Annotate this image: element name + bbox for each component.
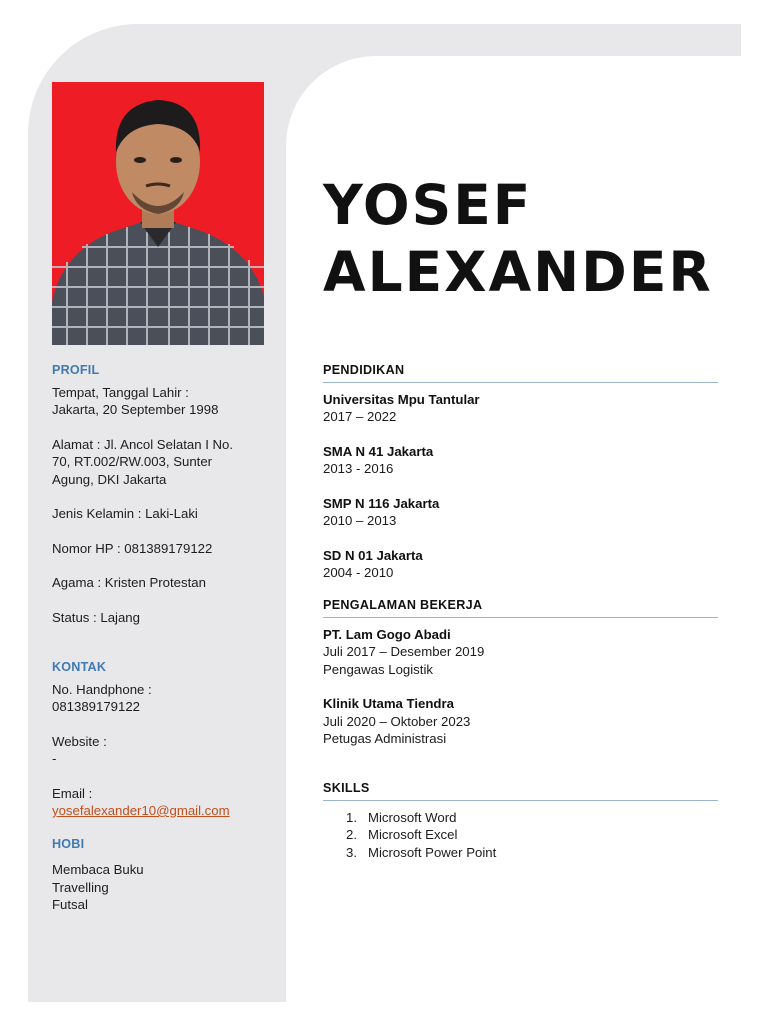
- hobi-item: Futsal: [52, 897, 88, 912]
- education-entry: [323, 495, 718, 530]
- school-name: SMA N 41 Jakarta: [323, 443, 434, 459]
- job-role: Petugas Administrasi: [323, 731, 447, 746]
- job-role: Pengawas Logistik: [323, 661, 433, 677]
- company-name: PT. Lam Gogo Abadi: [323, 626, 451, 642]
- skill-number: 2.: [346, 827, 357, 842]
- pengalaman-section: [323, 597, 718, 748]
- profil-heading: PROFIL: [52, 363, 100, 377]
- school-name: SD N 01 Jakarta: [323, 547, 423, 563]
- agama: Agama : Kristen Protestan: [52, 575, 206, 590]
- skills-section: [323, 780, 718, 861]
- alamat-line1: Alamat : Jl. Ancol Selatan I No.: [52, 436, 234, 452]
- skill-label: Microsoft Word: [368, 809, 457, 825]
- school-years: 2010 – 2013: [323, 513, 397, 528]
- nomor-hp: Nomor HP : 081389179122: [52, 540, 213, 556]
- status: Status : Lajang: [52, 609, 140, 625]
- pendidikan-heading: PENDIDIKAN: [323, 362, 718, 383]
- kontak-heading: KONTAK: [52, 660, 107, 674]
- pendidikan-section: [323, 362, 718, 582]
- email-link[interactable]: yosefalexander10@gmail.com: [52, 803, 230, 818]
- sidebar: [52, 362, 274, 914]
- candidate-name: [323, 172, 713, 306]
- first-name: YOSEF: [323, 173, 533, 237]
- last-name: ALEXANDER: [323, 240, 713, 304]
- alamat-line2: 70, RT.002/RW.003, Sunter: [52, 454, 213, 469]
- skill-number: 1.: [346, 809, 357, 825]
- hobi-item: Travelling: [52, 879, 109, 895]
- school-years: 2004 - 2010: [323, 565, 394, 580]
- ttl-label: Tempat, Tanggal Lahir :: [52, 384, 189, 400]
- skill-number: 3.: [346, 844, 357, 860]
- experience-entry: [323, 695, 718, 748]
- school-name: SMP N 116 Jakarta: [323, 495, 440, 511]
- website-label: Website :: [52, 733, 107, 749]
- alamat-line3: Agung, DKI Jakarta: [52, 471, 167, 487]
- email-label: Email :: [52, 785, 93, 801]
- pengalaman-heading: PENGALAMAN BEKERJA: [323, 597, 718, 618]
- website-value: -: [52, 751, 57, 766]
- education-entry: [323, 443, 718, 478]
- jenis-kelamin: Jenis Kelamin : Laki-Laki: [52, 506, 198, 521]
- skill-label: Microsoft Excel: [368, 827, 458, 842]
- work-period: Juli 2017 – Desember 2019: [323, 644, 485, 659]
- skills-heading: SKILLS: [323, 780, 718, 801]
- company-name: Klinik Utama Tiendra: [323, 696, 454, 711]
- handphone-value: 081389179122: [52, 699, 141, 714]
- education-entry: [323, 391, 718, 426]
- school-years: 2013 - 2016: [323, 461, 394, 476]
- hobi-item: Membaca Buku: [52, 862, 144, 877]
- skills-list: [346, 809, 718, 862]
- experience-entry: [323, 626, 718, 679]
- handphone-label: No. Handphone :: [52, 681, 152, 697]
- profile-photo: [52, 82, 264, 345]
- skill-item: [346, 809, 718, 827]
- skill-item: [346, 844, 718, 862]
- hobi-heading: HOBI: [52, 836, 85, 851]
- skill-item: [346, 826, 718, 844]
- work-period: Juli 2020 – Oktober 2023: [323, 713, 471, 729]
- education-entry: [323, 547, 718, 582]
- ttl-value: Jakarta, 20 September 1998: [52, 402, 219, 417]
- school-name: Universitas Mpu Tantular: [323, 391, 480, 407]
- skill-label: Microsoft Power Point: [368, 844, 497, 860]
- school-years: 2017 – 2022: [323, 409, 397, 424]
